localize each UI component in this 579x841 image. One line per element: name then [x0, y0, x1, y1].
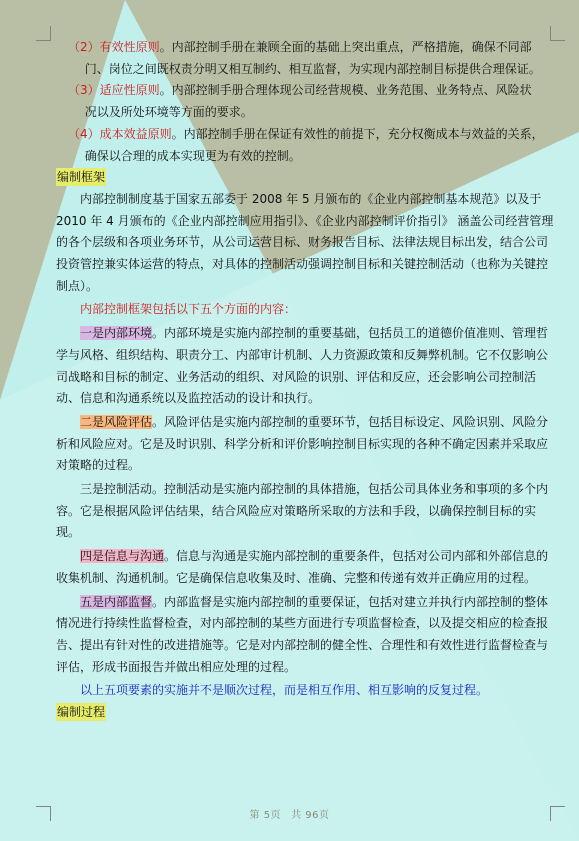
framework-paragraph: 内部控制制度基于国家五部委于 2008 年 5 月颁布的《企业内部控制基本规范》以及于 2010 年 4 月颁布的《企业内部控制应用指引》、《企业内部控制评价指引》 涵盖公司经营管理的各个层级和各项业务环节，从公司运营目标、财务报告目标、法律法规目标出发，结合公司投资管控兼实体运营的特点，对具体的控制活动强调控制目标和关键控制活动（也称为关键控制点）。	[56, 191, 554, 293]
element-control-activities	[56, 479, 556, 544]
element-text: 。内部环境是实施内部控制的重要基础，包括员工的道德价值准则、管理哲学与风格、组织结构、职责分工、内部审计机制、人力资源政策和反舞弊机制。它不仅影响公司战略和目标的制定、业务活动的组织、对风险的识别、评估和反应，还会影响公司控制活动、信息和沟通系统以及监控活动的设计和执行。	[56, 326, 549, 406]
principle-name: 有效性原则	[99, 40, 160, 54]
principle-3	[56, 80, 556, 123]
element-text: 。内部监督是实施内部控制的重要保证，包括对建立并执行内部控制的整体情况进行持续性监督检查，对内部控制的某些方面进行专项监督检查，以及提交相应的检查报告、提出有针对性的改进措施等。它是对内部控制的健全性、合理性和有效性进行监督检查与评估，形成书面报告并做出相应处理的过程。	[56, 594, 549, 674]
summary-sentence: 以上五项要素的实施并不是顺次过程，而是相互作用、相互影响的反复过程。	[80, 683, 489, 698]
page-footer	[0, 806, 579, 821]
framework-intro: 内部控制框架包括以下五个方面的内容：	[80, 302, 297, 317]
section-title: 编制框架	[57, 170, 106, 185]
principle-4	[56, 124, 556, 167]
element-internal-environment	[56, 323, 556, 410]
page-content	[56, 37, 556, 724]
principle-number: （3）	[68, 83, 100, 98]
principle-text: 。内部控制手册在兼顾全面的基础上突出重点，严格措施，确保不同部	[159, 40, 532, 54]
element-text: 。信息与沟通是实施内部控制的重要条件，包括对公司内部和外部信息的收集机制、沟通机制。它是确保信息收集及时、准确、完整和传递有效并正确应用的过程。	[56, 549, 549, 585]
page-number: 第 5页	[249, 810, 282, 821]
principle-text: 。内部控制手册在保证有效性的前提下，充分权衡成本与效益的关系，	[171, 126, 544, 141]
element-internal-supervision	[56, 592, 556, 679]
element-head: 五是内部监督	[80, 594, 153, 609]
element-risk-assessment	[56, 412, 556, 477]
section-heading-framework	[56, 167, 556, 189]
crop-mark-top-left	[36, 26, 51, 41]
total-pages: 共 96页	[291, 810, 330, 821]
element-text: 。风险评估是实施内部控制的重要环节，包括目标设定、风险识别、风险分析和风险应对。它是及时识别、科学分析和评价影响控制目标实现的各种不确定因素并采取应对策略的过程。	[56, 414, 549, 473]
principle-text-cont: 况以及所处环境等方面的要求。	[84, 105, 253, 120]
principle-name: 适应性原则	[99, 83, 160, 98]
principle-text-cont: 门、岗位之间既权责分明又相互制约、相互监督，为实现内部控制目标提供合理保证。	[84, 61, 541, 76]
principle-text-cont: 确保以合理的成本实现更为有效的控制。	[84, 148, 301, 163]
principle-name: 成本效益原则	[99, 126, 172, 141]
principle-number: （2）	[68, 40, 100, 54]
element-text: 。控制活动是实施内部控制的具体措施，包括公司具体业务和事项的多个内容。它是根据风险评估结果，结合风险应对策略所采取的方法和手段，以确保控制目标的实现。	[56, 482, 549, 540]
element-information-communication	[56, 546, 556, 589]
principle-number: （4）	[68, 126, 100, 141]
section-title: 编制过程	[57, 705, 106, 720]
principle-text: 。内部控制手册合理体现公司经营规模、业务范围、业务特点、风险状	[159, 83, 532, 98]
element-head: 四是信息与沟通	[80, 549, 165, 564]
principle-2	[56, 37, 556, 80]
element-head: 二是风险评估	[80, 414, 153, 429]
section-heading-process	[56, 702, 556, 724]
element-head: 一是内部环境	[80, 326, 153, 341]
element-head: 三是控制活动	[80, 482, 153, 497]
